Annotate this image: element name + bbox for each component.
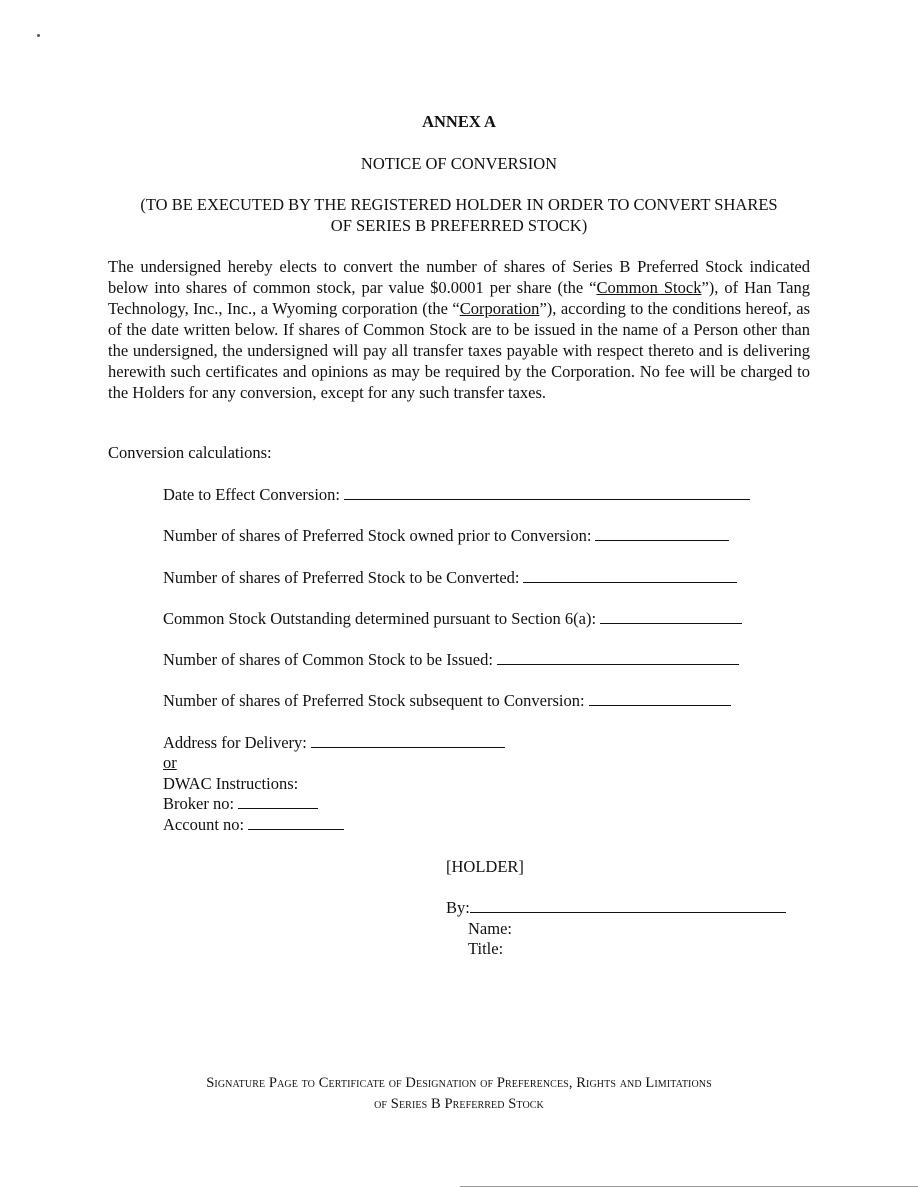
to-convert-row [163,567,737,588]
address-row [163,732,505,753]
notice-title: NOTICE OF CONVERSION [360,154,558,173]
broker-row [163,793,318,814]
common-outstanding-blank[interactable] [600,609,742,624]
broker-label: Broker no: [163,794,235,813]
subsequent-label: Number of shares of Preferred Stock subsequent to Conversion: [163,691,585,710]
execution-instructions [0,194,918,236]
address-label: Address for Delivery: [163,733,307,752]
dwac-label: DWAC Instructions: [163,774,299,793]
common-issued-blank[interactable] [497,650,739,665]
date-label: Date to Effect Conversion: [163,485,341,504]
by-label: By: [446,898,470,917]
subsequent-row [163,690,731,711]
calculations-heading: Conversion calculations: [108,443,272,462]
election-paragraph [108,256,810,403]
execution-line-2: OF SERIES B PREFERRED STOCK) [330,216,588,235]
common-issued-row [163,649,739,670]
to-convert-label: Number of shares of Preferred Stock to be Converted: [163,568,520,587]
common-outstanding-row [163,608,742,629]
title-label: Title: [468,939,504,958]
common-issued-label: Number of shares of Common Stock to be Issued: [163,650,493,669]
paragraph-part-1: The undersigned hereby elects to convert the number of shares of Series B Preferred Stock indicated below into shares of common stock, par value $0.0001 per share (the “ [108,257,810,297]
holder-label: [HOLDER] [446,857,524,876]
broker-blank[interactable] [238,794,318,809]
common-stock-term: Common Stock [596,278,702,297]
scan-edge-line [460,1186,918,1187]
signature-blank[interactable] [470,898,786,913]
signature-row [446,897,786,918]
footer-line-2: of Series B Preferred Stock [374,1096,544,1112]
to-convert-blank[interactable] [523,568,737,583]
paragraph-part-2: ”), of Han Tang Technology, Inc., Inc., a Wyoming corporation (the “ [108,278,810,318]
annex-title: ANNEX A [422,112,496,131]
subsequent-blank[interactable] [589,691,731,706]
paragraph-part-3: ”), according to the conditions hereof, as of the date written below. If shares of Common Stock are to be issued in the name of a Person other than the undersigned, the undersigned will pay all transfer taxes payable with respect thereto and is delivering herewith such certificates and opinions as may be required by the Corporation. No fee will be charged to the Holders for any conversion, except for any such transfer taxes. [108,299,810,402]
common-outstanding-label: Common Stock Outstanding determined pursuant to Section 6(a): [163,609,597,628]
date-field-row [163,484,750,505]
account-row [163,814,344,835]
owned-prior-blank[interactable] [595,526,729,541]
owned-prior-row [163,525,729,546]
account-label: Account no: [163,815,245,834]
owned-prior-label: Number of shares of Preferred Stock owned prior to Conversion: [163,526,592,545]
scan-speck [37,34,40,37]
page-footer [0,1073,918,1115]
footer-line-1: Signature Page to Certificate of Designation of Preferences, Rights and Limitations [206,1075,712,1091]
execution-line-1: (TO BE EXECUTED BY THE REGISTERED HOLDER IN ORDER TO CONVERT SHARES [140,195,778,214]
address-blank[interactable] [311,733,505,748]
name-label: Name: [468,919,512,938]
or-label: or [163,753,177,772]
date-blank[interactable] [344,485,750,500]
corporation-term: Corporation [459,299,540,318]
account-blank[interactable] [248,815,344,830]
